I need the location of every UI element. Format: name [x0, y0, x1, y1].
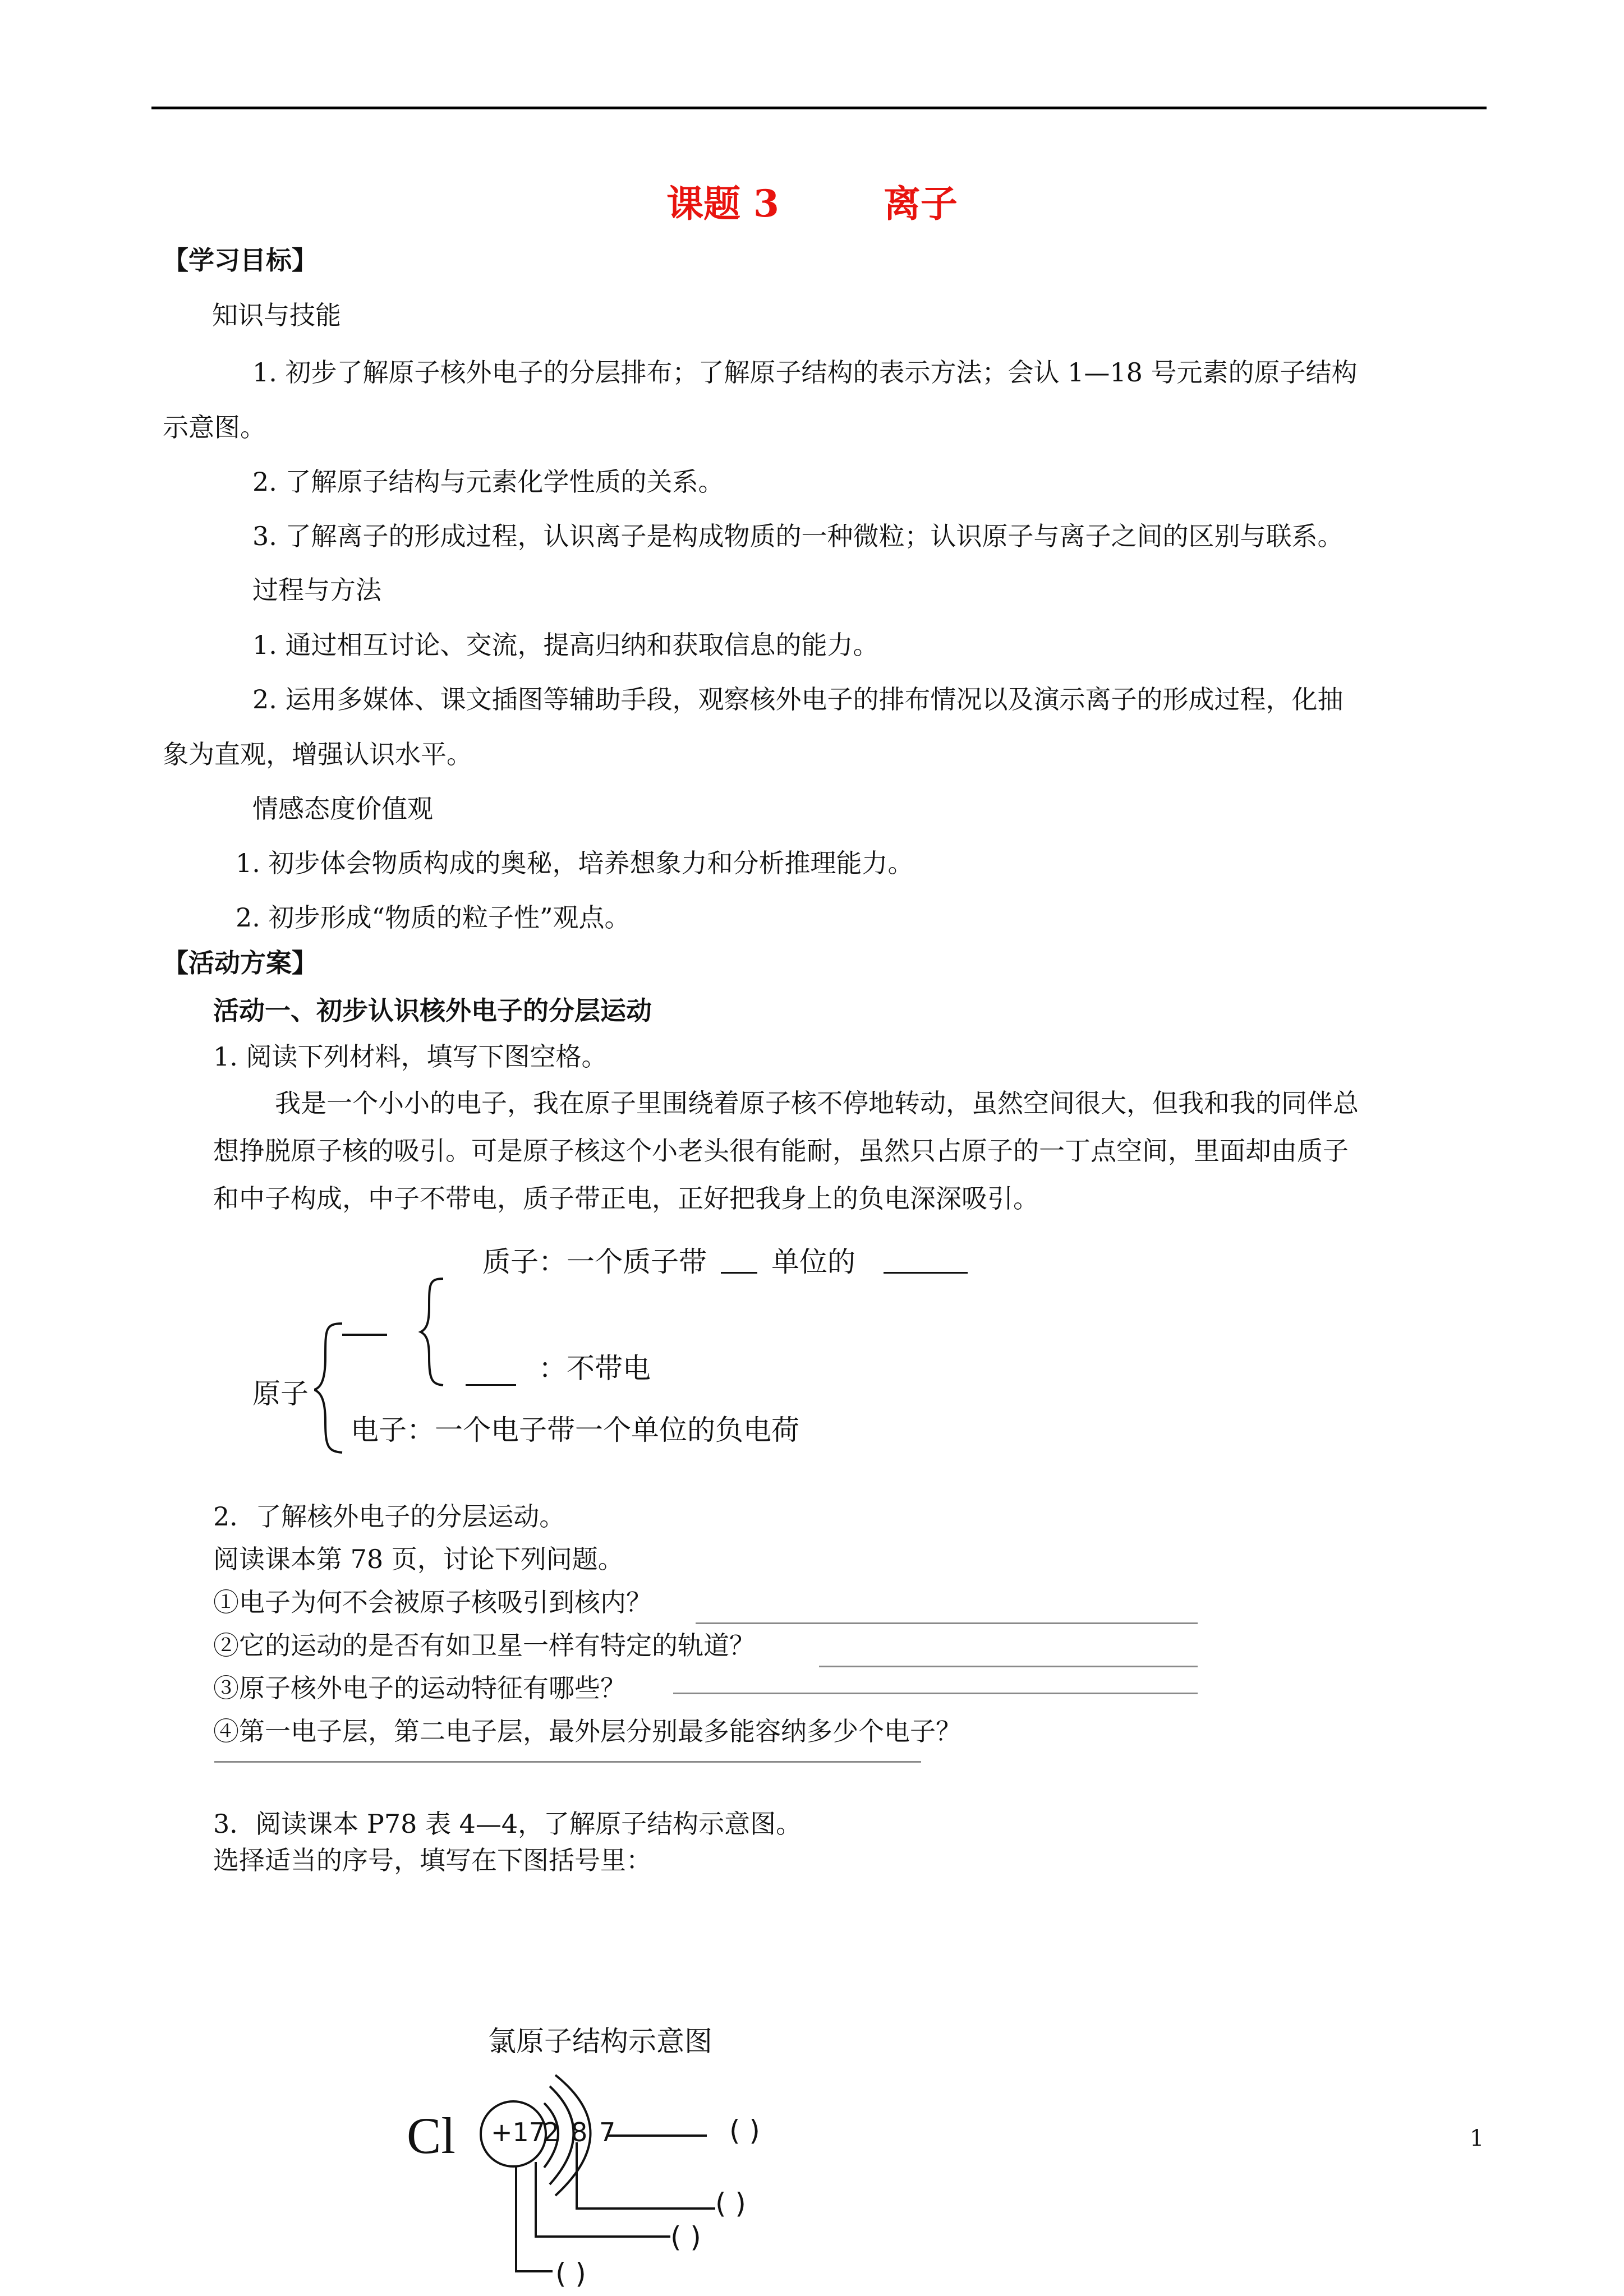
answer-paren-4[interactable]: ( ) [555, 2257, 586, 2290]
e2: 2. 初步形成“物质的粒子性”观点。 [236, 902, 631, 933]
answer-line-2-3[interactable] [673, 1693, 1198, 1694]
atom-label: 原子 [252, 1377, 309, 1410]
process-header: 过程与方法 [252, 575, 381, 605]
question-1: 1. 阅读下列材料，填写下图空格。 [213, 1041, 608, 1072]
chlorine-diagram-title: 氯原子结构示意图 [488, 2025, 712, 2058]
electron-label: 电子：一个电子带一个单位的负电荷 [351, 1414, 799, 1446]
element-symbol: Cl [407, 2107, 456, 2164]
answer-paren-2[interactable]: ( ) [715, 2187, 746, 2220]
answer-line-2-1[interactable] [696, 1622, 1198, 1624]
plan-header: 【活动方案】 [163, 948, 318, 978]
proton-label: 质子：一个质子带 [482, 1246, 707, 1278]
page-title [0, 174, 1624, 227]
answer-line-2-4[interactable] [214, 1761, 921, 1763]
material-line-1: 我是一个小小的电子，我在原子里围绕着原子核不停地转动，虽然空间很大，但我和我的同伴总 [275, 1088, 1359, 1118]
shell-arcs [460, 2069, 763, 2296]
question-3: 3．阅读课本 P78 表 4—4，了解原子结构示意图。 [213, 1809, 802, 1839]
proton-unit-label: 单位的 [771, 1246, 855, 1278]
title-main: 课题 3 [666, 182, 779, 225]
p1: 1. 通过相互讨论、交流，提高归纳和获取信息的能力。 [252, 630, 879, 660]
title-sub: 离子 [883, 182, 958, 225]
shell-1-count: 2 [543, 2117, 560, 2147]
proton-unit-blank[interactable] [884, 1272, 968, 1274]
k1-line-a: 1. 初步了解原子核外电子的分层排布；了解原子结构的表示方法；会认 1—18 号元素的原子结构 [252, 357, 1358, 388]
k1-line-b: 示意图。 [163, 412, 266, 442]
k3: 3. 了解离子的形成过程，认识离子是构成物质的一种微粒；认识原子与离子之间的区别与联系。 [252, 521, 1344, 551]
e1: 1. 初步体会物质构成的奥秘，培养想象力和分析推理能力。 [236, 848, 914, 878]
question-2-2: ②它的运动的是否有如卫星一样有特定的轨道？ [213, 1630, 755, 1661]
question-2-read: 阅读课本第 78 页，讨论下列问题。 [213, 1544, 624, 1574]
k2: 2. 了解原子结构与元素化学性质的关系。 [252, 467, 724, 497]
nuclear-charge: +17 [491, 2117, 546, 2147]
shell-3-count: 7 [599, 2117, 616, 2147]
page-number: 1 [1470, 2126, 1484, 2151]
neutron-blank[interactable] [466, 1384, 516, 1386]
objectives-header: 【学习目标】 [163, 245, 318, 275]
header-rule [151, 107, 1487, 109]
knowledge-header: 知识与技能 [212, 300, 341, 330]
material-line-2: 想挣脱原子核的吸引。可是原子核这个小老头很有能耐，虽然只占原子的一丁点空间，里面却由质子 [213, 1136, 1349, 1166]
shell-2-count: 8 [571, 2117, 588, 2147]
activity-one-heading: 活动一、初步认识核外电子的分层运动 [213, 995, 652, 1026]
neutral-label: ：不带电 [539, 1352, 651, 1385]
question-2-3: ③原子核外电子的运动特征有哪些？ [213, 1673, 626, 1703]
emotion-header: 情感态度价值观 [252, 794, 433, 824]
p2-line-b: 象为直观，增强认识水平。 [163, 739, 472, 769]
answer-paren-3[interactable]: ( ) [670, 2221, 701, 2253]
question-2: 2．了解核外电子的分层运动。 [213, 1501, 565, 1532]
answer-line-2-2[interactable] [819, 1666, 1198, 1667]
answer-paren-1[interactable]: ( ) [729, 2114, 760, 2147]
question-2-4: ④第一电子层，第二电子层，最外层分别最多能容纳多少个电子？ [213, 1716, 961, 1746]
p2-line-a: 2. 运用多媒体、课文插图等辅助手段，观察核外电子的排布情况以及演示离子的形成过程，化抽 [252, 684, 1344, 714]
question-2-1: ①电子为何不会被原子核吸引到核内？ [213, 1587, 652, 1617]
question-3-instruction: 选择适当的序号，填写在下图括号里： [213, 1845, 652, 1875]
material-line-3: 和中子构成，中子不带电，质子带正电，正好把我身上的负电深深吸引。 [213, 1183, 1039, 1214]
proton-charge-blank[interactable] [721, 1272, 757, 1274]
